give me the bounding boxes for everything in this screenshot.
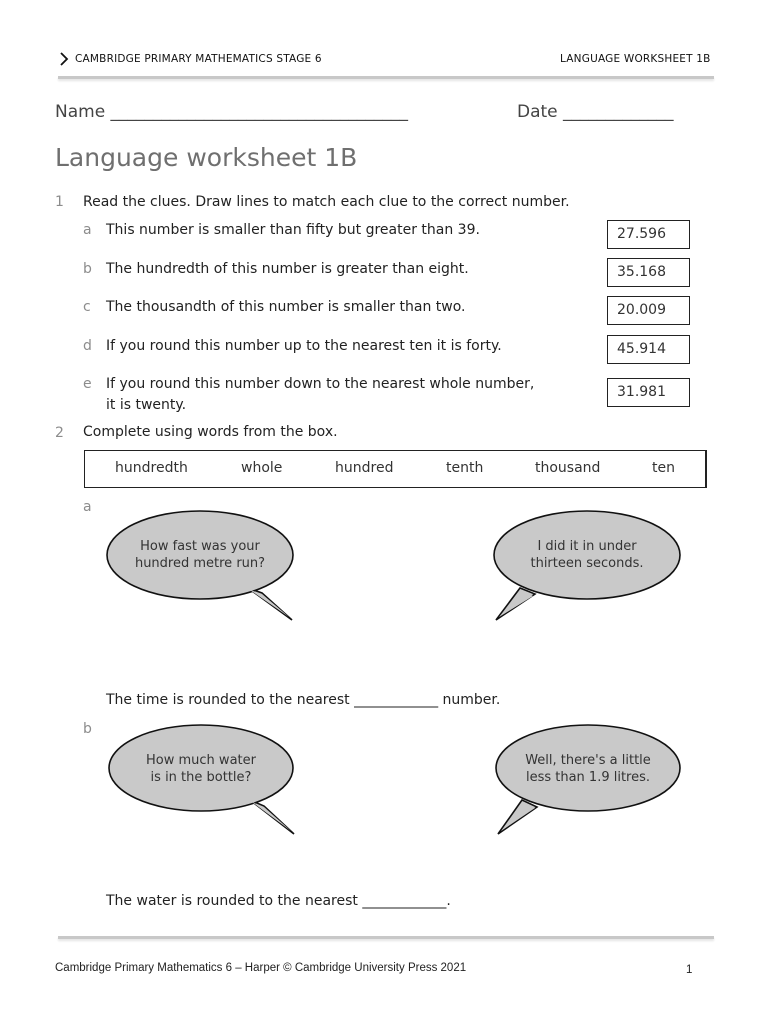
clue-letter-e: e	[83, 376, 92, 392]
header-left: CAMBRIDGE PRIMARY MATHEMATICS STAGE 6	[75, 53, 322, 65]
clue-letter-c: c	[83, 299, 91, 315]
clue-d: If you round this number up to the nearest ten it is forty.	[106, 338, 502, 354]
clue-letter-d: d	[83, 338, 92, 354]
word-hundredth: hundredth	[115, 460, 188, 476]
page-number: 1	[686, 964, 693, 976]
chevron-right-icon	[61, 53, 67, 65]
part-letter-a: a	[83, 499, 92, 515]
word-whole: whole	[241, 460, 283, 476]
date-field: Date _____________	[517, 102, 674, 122]
number-box-5: 31.981	[607, 378, 690, 407]
number-box-2: 35.168	[607, 258, 690, 287]
bubble-text-left-a: How fast was your hundred metre run?	[134, 539, 266, 571]
footer-credit: Cambridge Primary Mathematics 6 – Harper © Cambridge University Press 2021	[55, 962, 467, 974]
clue-letter-b: b	[83, 261, 92, 277]
header-rule	[58, 76, 714, 79]
clue-c: The thousandth of this number is smaller than two.	[106, 299, 466, 315]
bubble-text-left-b: How much water is in the bottle?	[146, 753, 256, 785]
word-tenth: tenth	[446, 460, 484, 476]
number-box-4: 45.914	[607, 335, 690, 364]
clue-b: The hundredth of this number is greater than eight.	[106, 261, 469, 277]
clue-e: If you round this number down to the nearest whole number,	[106, 376, 535, 392]
number-box-3: 20.009	[607, 296, 690, 325]
bubble-text-right-a: I did it in under thirteen seconds.	[530, 539, 644, 571]
bubble-text-right-b: Well, there's a little less than 1.9 litres.	[525, 753, 651, 785]
question-number-1: 1	[55, 194, 64, 210]
number-box-1: 27.596	[607, 220, 690, 249]
clue-letter-a: a	[83, 222, 92, 238]
clue-a: This number is smaller than fifty but greater than 39.	[106, 222, 480, 238]
word-ten: ten	[652, 460, 675, 476]
clue-e-line2: it is twenty.	[106, 397, 187, 413]
page-title: Language worksheet 1B	[55, 143, 358, 172]
question-number-2: 2	[55, 425, 64, 441]
part-letter-b: b	[83, 721, 92, 737]
sentence-a: The time is rounded to the nearest ____________ number.	[106, 692, 501, 708]
sentence-b: The water is rounded to the nearest ____________.	[106, 893, 451, 909]
header-right: LANGUAGE WORKSHEET 1B	[560, 53, 711, 65]
footer-rule	[58, 936, 714, 939]
q2-instruction: Complete using words from the box.	[83, 424, 338, 440]
q1-instruction: Read the clues. Draw lines to match each clue to the correct number.	[83, 194, 570, 210]
name-field: Name ___________________________________	[55, 102, 409, 122]
word-hundred: hundred	[335, 460, 394, 476]
word-thousand: thousand	[535, 460, 601, 476]
